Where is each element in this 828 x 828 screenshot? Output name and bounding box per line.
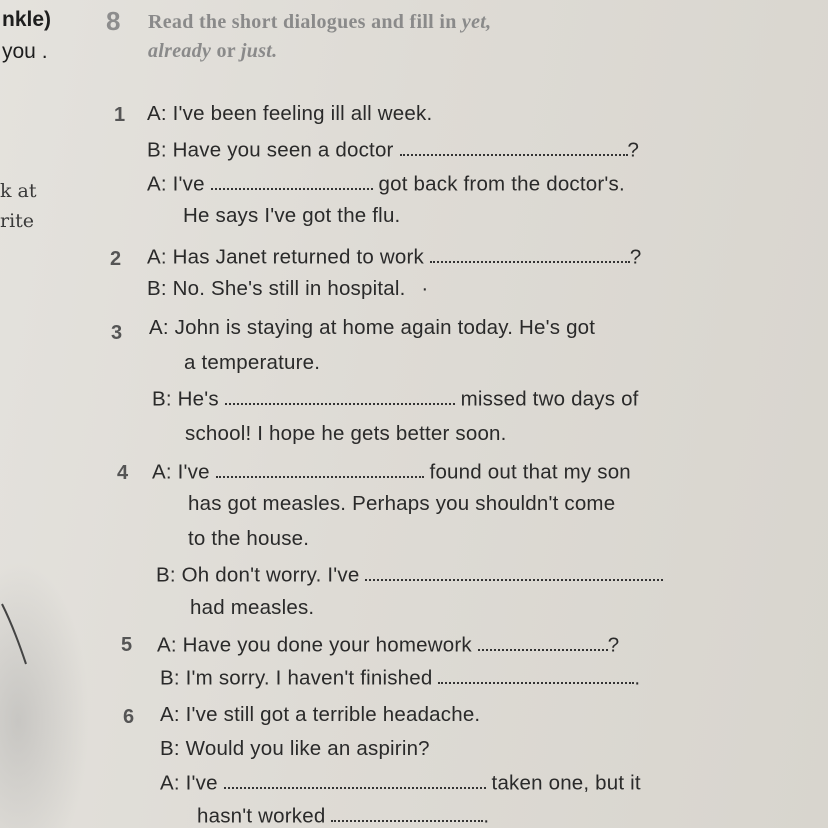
exercise-number: 8 [106, 6, 121, 36]
answer-blank[interactable] [430, 243, 630, 263]
answer-blank[interactable] [478, 631, 608, 651]
answer-blank[interactable] [400, 136, 628, 156]
word-already: already [148, 40, 212, 62]
answer-blank[interactable] [224, 769, 486, 789]
left-fragment-3: k at [0, 180, 37, 202]
left-fragment-1: nkle) [2, 8, 52, 31]
left-fragment-2: you . [2, 40, 48, 63]
dialogue-1-line-4: He says I've got the flu. [183, 204, 401, 227]
left-fragment-4: rite [0, 210, 35, 232]
dialogue-4-line-3: to the house. [188, 527, 310, 550]
line-text: B: Have you seen a doctor [147, 138, 394, 162]
dialogue-2-line-1 [147, 243, 642, 269]
dialogue-4-line-4 [156, 561, 663, 587]
dialogue-3-line-4: school! I hope he gets better soon. [185, 422, 507, 445]
dialogue-4-line-1 [152, 458, 631, 484]
line-text: missed two days of [460, 387, 639, 411]
dialogue-2-number: 2 [110, 248, 122, 270]
dialogue-5-number: 5 [121, 634, 133, 656]
dialogue-4-line-2: has got measles. Perhaps you shouldn't come [188, 492, 616, 515]
dialogue-3-line-2: a temperature. [184, 351, 321, 374]
answer-blank[interactable] [438, 664, 634, 684]
line-text: found out that my son [429, 460, 631, 484]
line-text: A: I've [147, 172, 205, 196]
answer-blank[interactable] [365, 561, 663, 581]
dialogue-4-number: 4 [117, 462, 129, 484]
line-end: . [483, 804, 490, 828]
word-or: or [211, 40, 241, 62]
dialogue-1-number: 1 [114, 104, 126, 126]
dialogue-6-line-4 [197, 802, 489, 828]
line-text: A: Has Janet returned to work [147, 245, 424, 269]
exercise-instruction [148, 8, 668, 66]
dialogue-3-line-1: A: John is staying at home again today. He's got [149, 316, 596, 339]
dialogue-3-number: 3 [111, 322, 123, 344]
line-text: hasn't worked [197, 804, 326, 828]
dialogue-1-line-2 [147, 136, 639, 162]
dialogue-4-line-5: had measles. [190, 596, 315, 619]
dialogue-5-line-2 [160, 664, 640, 690]
line-end: ? [629, 245, 642, 269]
line-text: taken one, but it [491, 771, 641, 795]
answer-blank[interactable] [216, 458, 424, 478]
line-end: ? [627, 138, 640, 162]
word-yet: yet, [461, 11, 492, 33]
line-text: B: He's [152, 387, 219, 411]
line-text: got back from the doctor's. [378, 172, 625, 196]
dialogue-6-line-2: B: Would you like an aspirin? [160, 737, 430, 760]
dialogue-1-line-3 [147, 170, 625, 196]
dialogue-6-line-1: A: I've still got a terrible headache. [160, 703, 481, 726]
line-text: B: No. She's still in hospital. [147, 277, 406, 300]
dialogue-5-line-1 [157, 631, 619, 657]
dialogue-6-line-3 [160, 769, 641, 795]
line-text: B: Oh don't worry. I've [156, 563, 360, 587]
answer-blank[interactable] [211, 170, 373, 190]
word-just: just. [240, 40, 278, 62]
line-end: ? [607, 633, 620, 657]
page-curve-mark [0, 600, 60, 670]
stray-mark: · [421, 277, 429, 300]
line-end: . [634, 666, 641, 690]
dialogue-3-line-3 [152, 385, 639, 411]
line-text: A: I've [152, 460, 210, 484]
dialogue-1-line-1: A: I've been feeling ill all week. [147, 102, 433, 125]
line-text: A: Have you done your homework [157, 633, 472, 657]
answer-blank[interactable] [225, 385, 455, 405]
instruction-text: Read the short dialogues and fill in [148, 11, 462, 33]
dialogue-2-line-2 [147, 277, 428, 301]
line-text: B: I'm sorry. I haven't finished [160, 666, 433, 690]
answer-blank[interactable] [331, 802, 483, 822]
line-text: A: I've [160, 771, 218, 795]
dialogue-6-number: 6 [123, 706, 135, 728]
